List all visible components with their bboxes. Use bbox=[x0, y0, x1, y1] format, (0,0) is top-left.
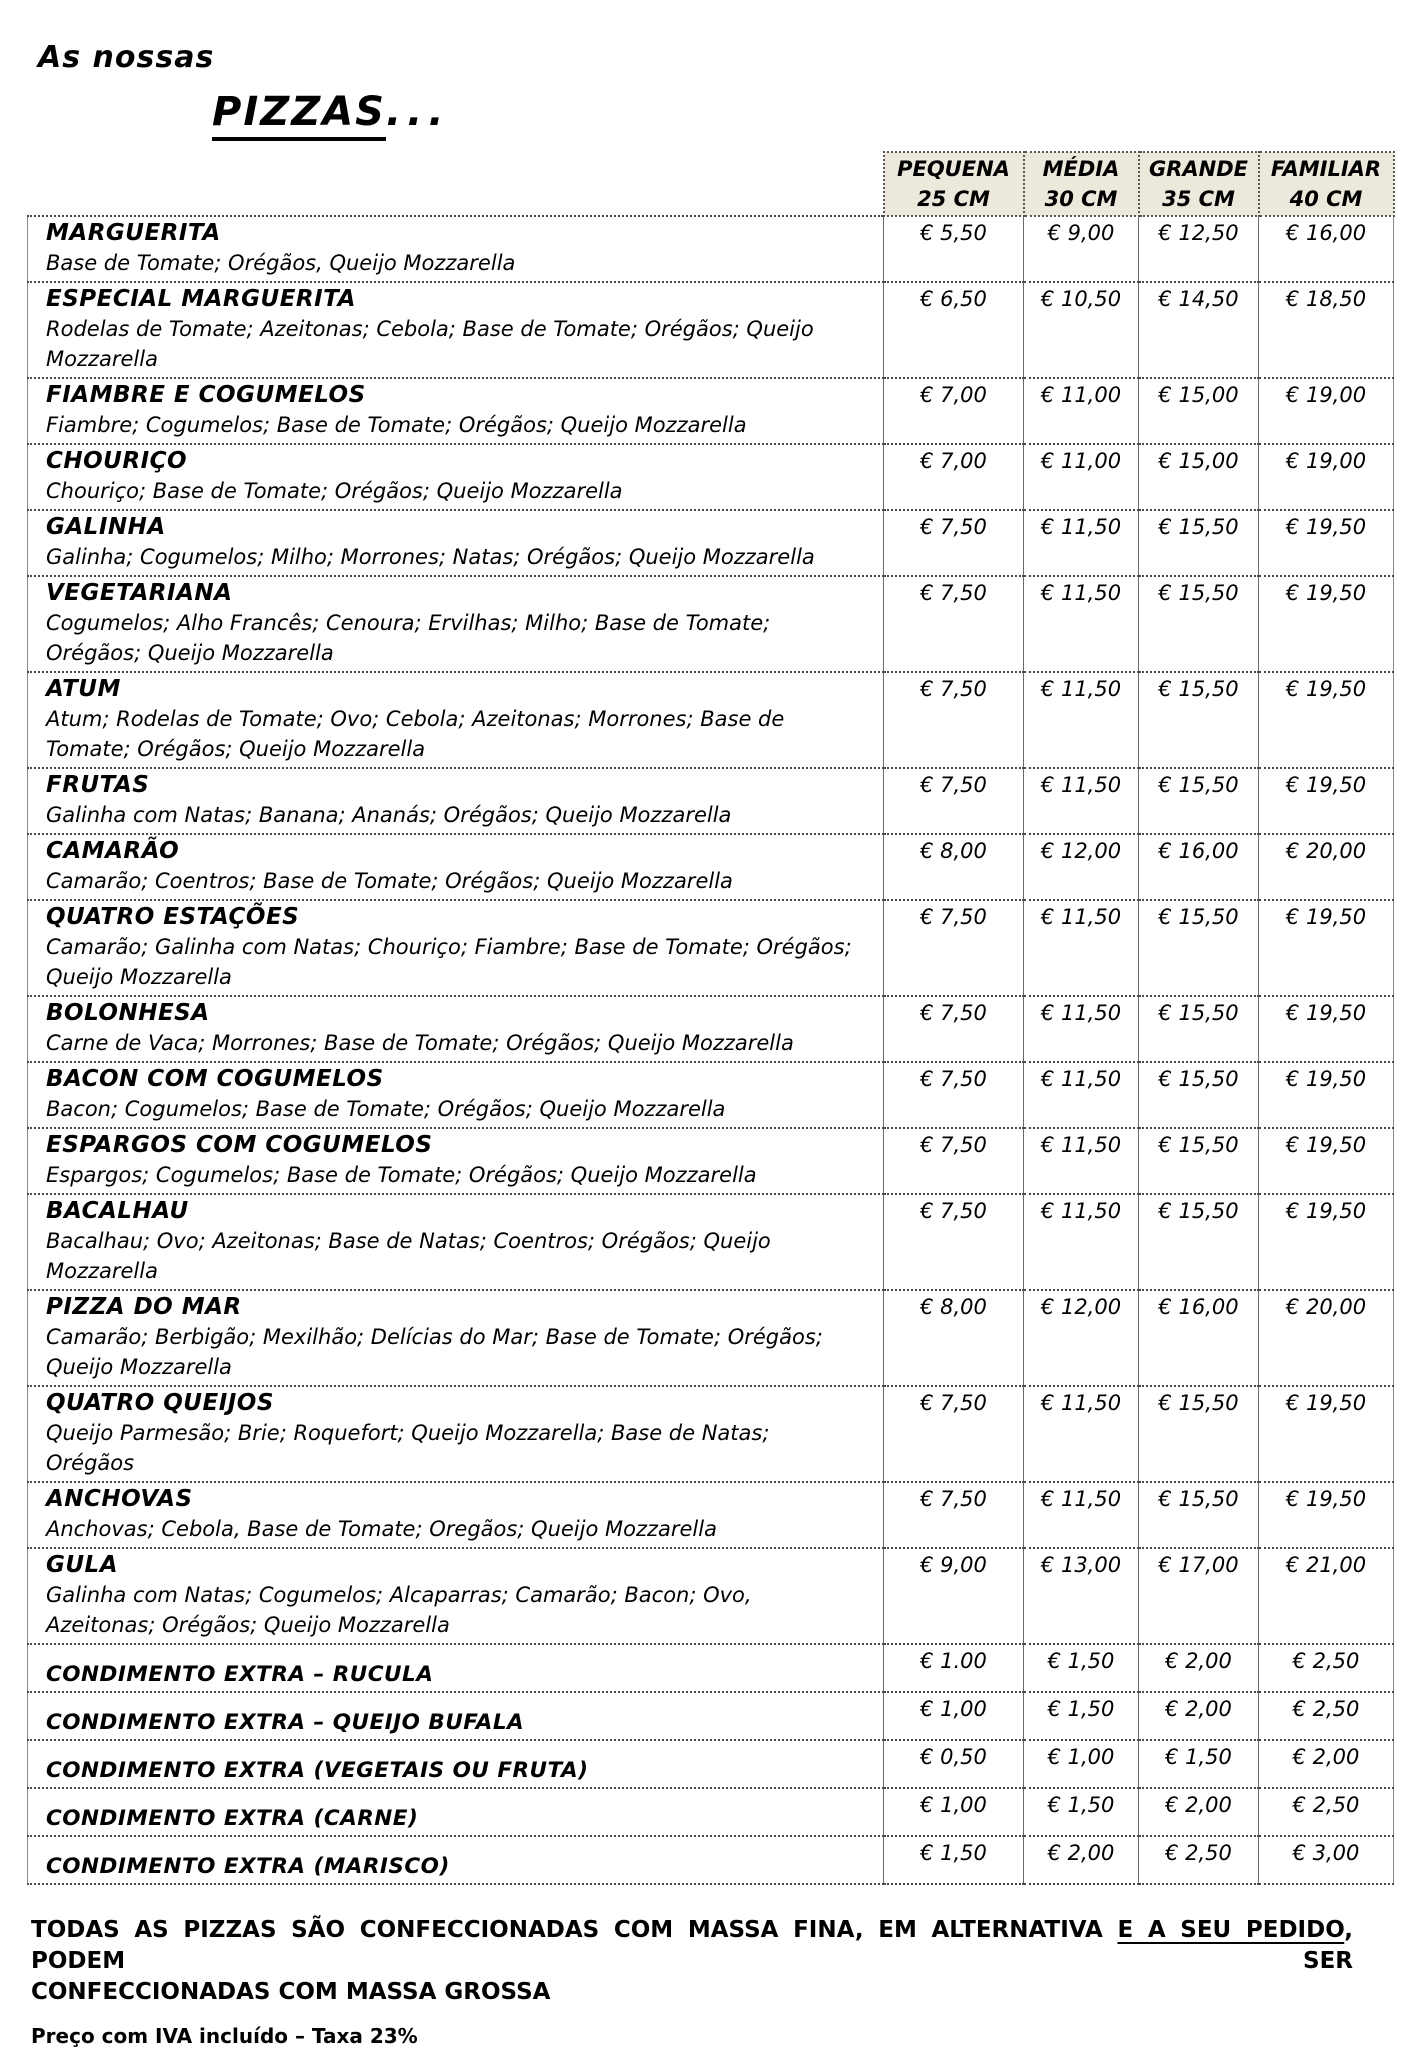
price-familiar: € 19,50 bbox=[1259, 900, 1394, 996]
price-familiar: € 19,50 bbox=[1259, 1482, 1394, 1548]
price-media: € 1,50 bbox=[1024, 1692, 1139, 1740]
pizza-ingredients: Cogumelos; Alho Francês; Cenoura; Ervilhas; Milho; Base de Tomate; Orégãos; Queijo Mozzarella bbox=[46, 611, 771, 665]
table-row-pizza bbox=[28, 1128, 1394, 1194]
price-pequena: € 7,50 bbox=[884, 1194, 1024, 1290]
extra-name-cell bbox=[28, 1692, 884, 1740]
table-row-extra-condiment bbox=[28, 1740, 1394, 1788]
pizza-name: VEGETARIANA bbox=[46, 580, 233, 606]
pizza-name-cell bbox=[28, 444, 884, 510]
price-pequena: € 7,00 bbox=[884, 378, 1024, 444]
price-familiar: € 19,50 bbox=[1259, 1062, 1394, 1128]
price-grande: € 15,50 bbox=[1139, 1386, 1259, 1482]
pizza-name: FIAMBRE E COGUMELOS bbox=[46, 382, 366, 408]
column-label: FAMILIAR bbox=[1270, 157, 1382, 181]
pizza-name: BOLONHESA bbox=[46, 1000, 210, 1026]
price-familiar: € 18,50 bbox=[1259, 282, 1394, 378]
price-grande: € 16,00 bbox=[1139, 834, 1259, 900]
table-row-pizza bbox=[28, 1386, 1394, 1482]
price-media: € 11,50 bbox=[1024, 996, 1139, 1062]
price-grande: € 2,00 bbox=[1139, 1692, 1259, 1740]
size-header-row bbox=[28, 152, 1394, 216]
table-row-extra-condiment bbox=[28, 1836, 1394, 1884]
price-media: € 1,50 bbox=[1024, 1644, 1139, 1692]
pizza-name-cell bbox=[28, 216, 884, 282]
pizza-ingredients: Anchovas; Cebola, Base de Tomate; Oregãos; Queijo Mozzarella bbox=[46, 1517, 717, 1541]
pizza-name: ESPARGOS COM COGUMELOS bbox=[46, 1132, 433, 1158]
pizza-ingredients: Camarão; Coentros; Base de Tomate; Orégãos; Queijo Mozzarella bbox=[46, 869, 733, 893]
price-media: € 2,00 bbox=[1024, 1836, 1139, 1884]
price-familiar: € 16,00 bbox=[1259, 216, 1394, 282]
price-familiar: € 19,50 bbox=[1259, 510, 1394, 576]
column-header-media bbox=[1024, 152, 1139, 216]
table-row-pizza bbox=[28, 444, 1394, 510]
price-familiar: € 21,00 bbox=[1259, 1548, 1394, 1644]
pizza-name-cell bbox=[28, 1062, 884, 1128]
table-row-pizza bbox=[28, 1194, 1394, 1290]
price-media: € 11,50 bbox=[1024, 900, 1139, 996]
table-row-pizza bbox=[28, 1548, 1394, 1644]
page-title bbox=[212, 89, 1414, 135]
pizza-ingredients: Rodelas de Tomate; Azeitonas; Cebola; Base de Tomate; Orégãos; Queijo Mozzarella bbox=[46, 317, 814, 371]
table-row-extra-condiment bbox=[28, 1644, 1394, 1692]
price-media: € 11,00 bbox=[1024, 378, 1139, 444]
price-grande: € 14,50 bbox=[1139, 282, 1259, 378]
price-grande: € 15,50 bbox=[1139, 996, 1259, 1062]
price-pequena: € 8,00 bbox=[884, 834, 1024, 900]
price-media: € 10,50 bbox=[1024, 282, 1139, 378]
price-pequena: € 7,50 bbox=[884, 576, 1024, 672]
page-title-ellipsis: ... bbox=[385, 89, 450, 135]
price-media: € 12,00 bbox=[1024, 834, 1139, 900]
price-familiar: € 2,50 bbox=[1259, 1788, 1394, 1836]
price-familiar: € 19,50 bbox=[1259, 1386, 1394, 1482]
table-row-pizza bbox=[28, 1290, 1394, 1386]
price-media: € 12,00 bbox=[1024, 1290, 1139, 1386]
price-familiar: € 19,50 bbox=[1259, 1128, 1394, 1194]
price-media: € 11,00 bbox=[1024, 444, 1139, 510]
table-row-pizza bbox=[28, 282, 1394, 378]
price-media: € 11,50 bbox=[1024, 768, 1139, 834]
pizza-ingredients: Atum; Rodelas de Tomate; Ovo; Cebola; Azeitonas; Morrones; Base de Tomate; Orégãos; Queijo Mozzarella bbox=[46, 707, 785, 761]
price-pequena: € 7,50 bbox=[884, 1128, 1024, 1194]
pizza-ingredients: Galinha; Cogumelos; Milho; Morrones; Natas; Orégãos; Queijo Mozzarella bbox=[46, 545, 815, 569]
pizza-name: BACON COM COGUMELOS bbox=[46, 1066, 384, 1092]
column-header-grande bbox=[1139, 152, 1259, 216]
footer-note bbox=[31, 1915, 1353, 2008]
price-grande: € 2,50 bbox=[1139, 1836, 1259, 1884]
footer-note-line1 bbox=[31, 1915, 1353, 1977]
pizza-name-cell bbox=[28, 1386, 884, 1482]
price-media: € 11,50 bbox=[1024, 1062, 1139, 1128]
extra-name-cell bbox=[28, 1836, 884, 1884]
price-pequena: € 0,50 bbox=[884, 1740, 1024, 1788]
price-familiar: € 19,50 bbox=[1259, 996, 1394, 1062]
table-row-pizza bbox=[28, 834, 1394, 900]
pizza-name: ESPECIAL MARGUERITA bbox=[46, 286, 356, 312]
price-grande: € 12,50 bbox=[1139, 216, 1259, 282]
page-pretitle: As nossas bbox=[38, 40, 215, 75]
price-media: € 11,50 bbox=[1024, 1386, 1139, 1482]
table-row-extra-condiment bbox=[28, 1788, 1394, 1836]
price-grande: € 15,50 bbox=[1139, 576, 1259, 672]
price-grande: € 2,00 bbox=[1139, 1644, 1259, 1692]
page-title-word: PIZZAS bbox=[212, 89, 386, 141]
price-grande: € 15,50 bbox=[1139, 1194, 1259, 1290]
price-familiar: € 19,50 bbox=[1259, 576, 1394, 672]
pizza-name-cell bbox=[28, 834, 884, 900]
extra-name-cell bbox=[28, 1644, 884, 1692]
pizza-name-cell bbox=[28, 768, 884, 834]
table-row-pizza bbox=[28, 216, 1394, 282]
price-grande: € 15,50 bbox=[1139, 510, 1259, 576]
table-row-pizza bbox=[28, 1062, 1394, 1128]
footer-note-line2: CONFECCIONADAS COM MASSA GROSSA bbox=[31, 1979, 551, 2005]
pizza-name-cell bbox=[28, 510, 884, 576]
price-pequena: € 7,50 bbox=[884, 1062, 1024, 1128]
price-media: € 11,50 bbox=[1024, 510, 1139, 576]
extra-condiment-name: CONDIMENTO EXTRA (MARISCO) bbox=[46, 1854, 450, 1879]
price-familiar: € 19,50 bbox=[1259, 768, 1394, 834]
price-media: € 11,50 bbox=[1024, 576, 1139, 672]
footer-text-underlined: E A SEU PEDIDO bbox=[1117, 1917, 1345, 1943]
pizza-ingredients: Camarão; Galinha com Natas; Chouriço; Fiambre; Base de Tomate; Orégãos; Queijo Mozzarella bbox=[46, 935, 852, 989]
column-size: 35 CM bbox=[1162, 187, 1235, 211]
pizza-menu-table bbox=[27, 151, 1395, 1885]
pizza-ingredients: Base de Tomate; Orégãos, Queijo Mozzarella bbox=[46, 251, 516, 275]
price-familiar: € 2,00 bbox=[1259, 1740, 1394, 1788]
pizza-name-cell bbox=[28, 1194, 884, 1290]
pizza-ingredients: Carne de Vaca; Morrones; Base de Tomate; Orégãos; Queijo Mozzarella bbox=[46, 1031, 794, 1055]
pizza-name-cell bbox=[28, 996, 884, 1062]
pizza-ingredients: Espargos; Cogumelos; Base de Tomate; Orégãos; Queijo Mozzarella bbox=[46, 1163, 757, 1187]
table-row-pizza bbox=[28, 576, 1394, 672]
price-media: € 11,50 bbox=[1024, 672, 1139, 768]
pizza-ingredients: Chouriço; Base de Tomate; Orégãos; Queijo Mozzarella bbox=[46, 479, 623, 503]
price-pequena: € 7,50 bbox=[884, 900, 1024, 996]
column-size: 25 CM bbox=[917, 187, 990, 211]
price-grande: € 15,50 bbox=[1139, 768, 1259, 834]
price-pequena: € 1.00 bbox=[884, 1644, 1024, 1692]
pizza-ingredients: Galinha com Natas; Banana; Ananás; Orégãos; Queijo Mozzarella bbox=[46, 803, 732, 827]
price-familiar: € 19,00 bbox=[1259, 444, 1394, 510]
pizza-name-cell bbox=[28, 1482, 884, 1548]
pizza-name-cell bbox=[28, 576, 884, 672]
column-label: GRANDE bbox=[1148, 157, 1248, 181]
price-pequena: € 7,50 bbox=[884, 672, 1024, 768]
price-pequena: € 1,00 bbox=[884, 1692, 1024, 1740]
extra-name-cell bbox=[28, 1788, 884, 1836]
pizza-name: PIZZA DO MAR bbox=[46, 1294, 242, 1320]
pizza-name: CAMARÃO bbox=[46, 838, 180, 864]
table-row-pizza bbox=[28, 900, 1394, 996]
table-row-pizza bbox=[28, 996, 1394, 1062]
pizza-name: GALINHA bbox=[46, 514, 166, 540]
price-grande: € 2,00 bbox=[1139, 1788, 1259, 1836]
price-pequena: € 6,50 bbox=[884, 282, 1024, 378]
pizza-ingredients: Queijo Parmesão; Brie; Roquefort; Queijo Mozzarella; Base de Natas; Orégãos bbox=[46, 1421, 770, 1475]
pizza-name: GULA bbox=[46, 1552, 119, 1578]
price-pequena: € 5,50 bbox=[884, 216, 1024, 282]
price-grande: € 15,50 bbox=[1139, 672, 1259, 768]
price-pequena: € 7,50 bbox=[884, 510, 1024, 576]
price-pequena: € 7,50 bbox=[884, 1482, 1024, 1548]
pizza-ingredients: Galinha com Natas; Cogumelos; Alcaparras; Camarão; Bacon; Ovo, Azeitonas; Orégãos; Queijo Mozzarella bbox=[46, 1583, 752, 1637]
pizza-name: FRUTAS bbox=[46, 772, 150, 798]
column-size: 30 CM bbox=[1044, 187, 1118, 211]
pizza-name: QUATRO ESTAÇÕES bbox=[46, 904, 300, 930]
header-corner-blank bbox=[28, 152, 884, 216]
price-familiar: € 20,00 bbox=[1259, 834, 1394, 900]
price-media: € 1,50 bbox=[1024, 1788, 1139, 1836]
pizza-name-cell bbox=[28, 900, 884, 996]
pizza-name: QUATRO QUEIJOS bbox=[46, 1390, 274, 1416]
price-media: € 11,50 bbox=[1024, 1482, 1139, 1548]
price-grande: € 15,50 bbox=[1139, 1062, 1259, 1128]
price-pequena: € 1,00 bbox=[884, 1788, 1024, 1836]
price-familiar: € 19,00 bbox=[1259, 378, 1394, 444]
price-familiar: € 2,50 bbox=[1259, 1644, 1394, 1692]
pizza-ingredients: Bacon; Cogumelos; Base de Tomate; Orégãos; Queijo Mozzarella bbox=[46, 1097, 726, 1121]
price-media: € 9,00 bbox=[1024, 216, 1139, 282]
extra-condiment-name: CONDIMENTO EXTRA – RUCULA bbox=[46, 1662, 434, 1687]
extra-condiment-name: CONDIMENTO EXTRA (VEGETAIS OU FRUTA) bbox=[46, 1758, 589, 1783]
price-familiar: € 20,00 bbox=[1259, 1290, 1394, 1386]
pizza-name: ATUM bbox=[46, 676, 121, 702]
price-familiar: € 2,50 bbox=[1259, 1692, 1394, 1740]
table-row-extra-condiment bbox=[28, 1692, 1394, 1740]
footer-text-before: TODAS AS PIZZAS SÃO CONFECCIONADAS COM MASSA FINA, EM ALTERNATIVA bbox=[31, 1917, 1118, 1943]
pizza-name-cell bbox=[28, 1290, 884, 1386]
pizza-name: MARGUERITA bbox=[46, 220, 221, 246]
pizza-name: ANCHOVAS bbox=[46, 1486, 193, 1512]
table-row-pizza bbox=[28, 378, 1394, 444]
column-size: 40 CM bbox=[1289, 187, 1363, 211]
price-media: € 13,00 bbox=[1024, 1548, 1139, 1644]
pizza-ingredients: Bacalhau; Ovo; Azeitonas; Base de Natas; Coentros; Orégãos; Queijo Mozzarella bbox=[46, 1229, 771, 1283]
price-grande: € 1,50 bbox=[1139, 1740, 1259, 1788]
price-pequena: € 7,50 bbox=[884, 996, 1024, 1062]
price-pequena: € 8,00 bbox=[884, 1290, 1024, 1386]
pizza-ingredients: Camarão; Berbigão; Mexilhão; Delícias do Mar; Base de Tomate; Orégãos; Queijo Mozzarella bbox=[46, 1325, 823, 1379]
column-header-familiar bbox=[1259, 152, 1394, 216]
column-header-pequena bbox=[884, 152, 1024, 216]
price-media: € 11,50 bbox=[1024, 1128, 1139, 1194]
footer-text-after: , PODEM SER bbox=[31, 1917, 1353, 1974]
table-row-pizza bbox=[28, 672, 1394, 768]
price-pequena: € 7,50 bbox=[884, 768, 1024, 834]
extra-name-cell bbox=[28, 1740, 884, 1788]
column-label: MÉDIA bbox=[1042, 157, 1120, 181]
price-grande: € 15,50 bbox=[1139, 900, 1259, 996]
price-media: € 1,00 bbox=[1024, 1740, 1139, 1788]
pizza-name-cell bbox=[28, 282, 884, 378]
price-grande: € 15,50 bbox=[1139, 1128, 1259, 1194]
price-grande: € 15,00 bbox=[1139, 444, 1259, 510]
price-grande: € 16,00 bbox=[1139, 1290, 1259, 1386]
price-familiar: € 3,00 bbox=[1259, 1836, 1394, 1884]
price-pequena: € 1,50 bbox=[884, 1836, 1024, 1884]
price-media: € 11,50 bbox=[1024, 1194, 1139, 1290]
price-pequena: € 7,00 bbox=[884, 444, 1024, 510]
price-pequena: € 9,00 bbox=[884, 1548, 1024, 1644]
extra-condiment-name: CONDIMENTO EXTRA – QUEIJO BUFALA bbox=[46, 1710, 525, 1735]
extra-condiment-name: CONDIMENTO EXTRA (CARNE) bbox=[46, 1806, 419, 1831]
price-grande: € 15,00 bbox=[1139, 378, 1259, 444]
price-grande: € 17,00 bbox=[1139, 1548, 1259, 1644]
pizza-name-cell bbox=[28, 1128, 884, 1194]
price-grande: € 15,50 bbox=[1139, 1482, 1259, 1548]
pizza-name: CHOURIÇO bbox=[46, 448, 188, 474]
pizza-ingredients: Fiambre; Cogumelos; Base de Tomate; Orégãos; Queijo Mozzarella bbox=[46, 413, 747, 437]
price-pequena: € 7,50 bbox=[884, 1386, 1024, 1482]
vat-note: Preço com IVA incluído – Taxa 23% bbox=[31, 2024, 418, 2048]
table-row-pizza bbox=[28, 768, 1394, 834]
pizza-name-cell bbox=[28, 378, 884, 444]
table-row-pizza bbox=[28, 1482, 1394, 1548]
pizza-name-cell bbox=[28, 1548, 884, 1644]
pizza-name-cell bbox=[28, 672, 884, 768]
column-label: PEQUENA bbox=[897, 157, 1010, 181]
pizza-name: BACALHAU bbox=[46, 1198, 189, 1224]
price-familiar: € 19,50 bbox=[1259, 1194, 1394, 1290]
price-familiar: € 19,50 bbox=[1259, 672, 1394, 768]
table-row-pizza bbox=[28, 510, 1394, 576]
